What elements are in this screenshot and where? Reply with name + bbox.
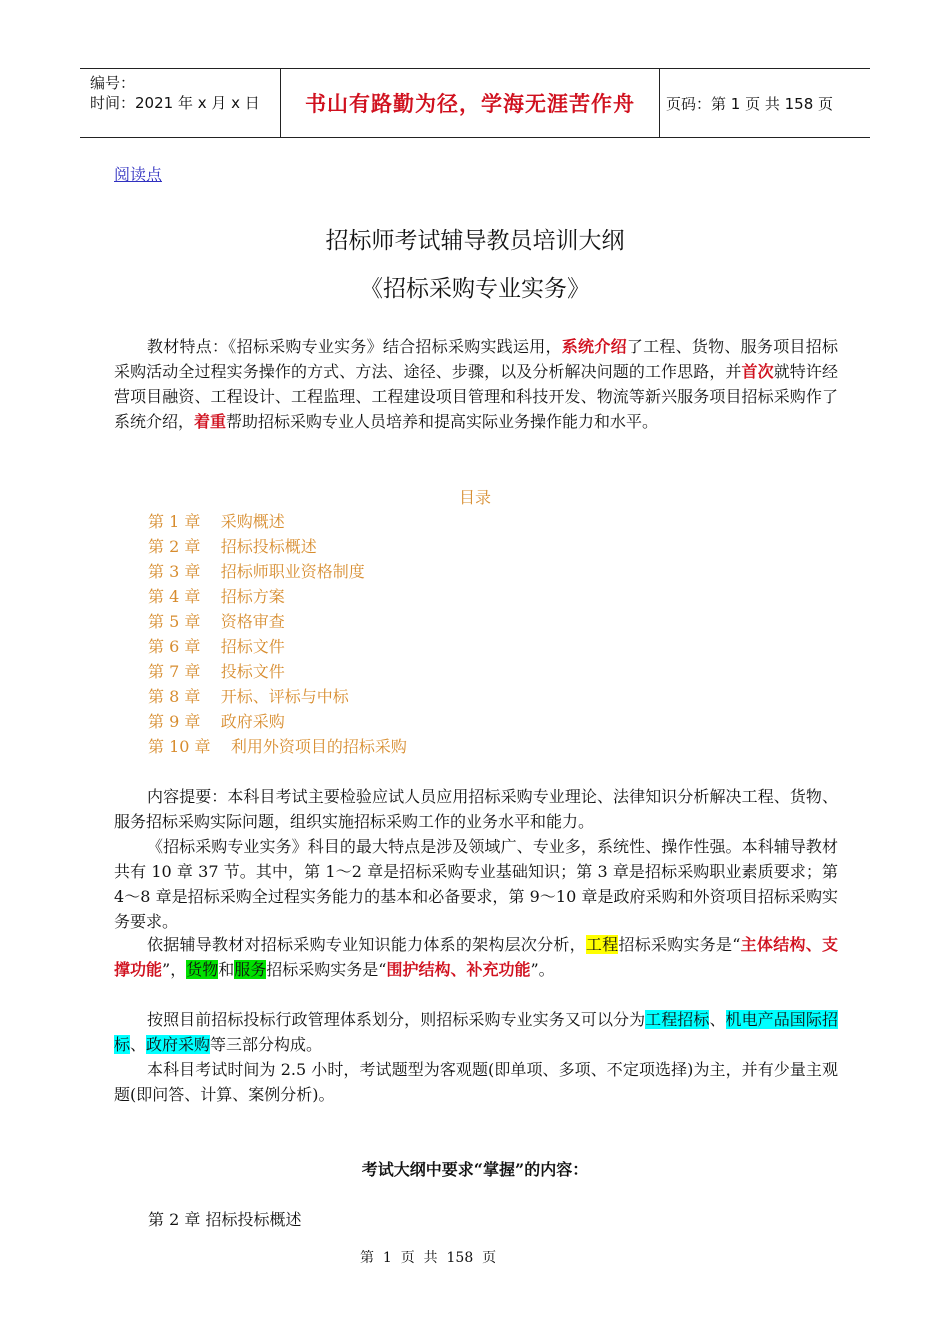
time-label: 时间：2021 年 x 月 x 日 bbox=[90, 94, 260, 112]
summary-paragraph-2: 《招标采购专业实务》科目的最大特点是涉及领域广、专业多，系统性、操作性强。本科辅导教材共有 10 章 37 节。其中，第 1～2 章是招标采购专业基础知识；第 3 章是招标采购职业素质要求；第 4～8 章是招标采购全过程实务能力的基本和必备要求，第 9～10 章是政府采购和外资项目招标采购实务要求。 bbox=[114, 837, 838, 931]
doc-subtitle: 《招标采购专业实务》 bbox=[360, 276, 590, 302]
toc-item[interactable]: 第 10 章 利用外资项目的招标采购 bbox=[148, 737, 407, 756]
toc-item[interactable]: 第 3 章 招标师职业资格制度 bbox=[148, 562, 365, 581]
page-footer bbox=[0, 1247, 950, 1267]
intro-paragraph: 教材特点：《招标采购专业实务》结合招标采购实践运用，系统介绍了工程、货物、服务项目招标采购活动全过程实务操作的方式、方法、途径、步骤，以及分析解决问题的工作思路，并首次就特许经营项目融资、工程设计、工程监理、工程建设项目管理和科技开发、物流等新兴服务项目招标采购作了系统介绍，着重帮助招标采购专业人员培养和提高实际业务操作能力和水平。 bbox=[114, 337, 838, 431]
summary-paragraph-4: 按照目前招标投标行政管理体系划分，则招标采购专业实务又可以分为工程招标、机电产品国际招标、政府采购等三部分构成。 bbox=[114, 1010, 838, 1054]
summary-paragraph-3: 依据辅导教材对招标采购专业知识能力体系的架构层次分析，工程招标采购实务是“主体结构、支撑功能”，货物和服务招标采购实务是“围护结构、补充功能”。 bbox=[114, 935, 838, 979]
toc-item[interactable]: 第 9 章 政府采购 bbox=[148, 712, 285, 731]
header-motto: 书山有路勤为径，学海无涯苦作舟 bbox=[280, 69, 660, 137]
toc-item[interactable]: 第 2 章 招标投标概述 bbox=[148, 537, 317, 556]
header-page-info: 页码：第 1 页 共 158 页 bbox=[666, 94, 834, 113]
toc-item[interactable]: 第 4 章 招标方案 bbox=[148, 587, 285, 606]
summary-paragraph-1: 内容提要：本科目考试主要检验应试人员应用招标采购专业理论、法律知识分析解决工程、货物、服务招标采购实际问题，组织实施招标采购工作的业务水平和能力。 bbox=[114, 787, 838, 831]
toc-item[interactable]: 第 5 章 资格审查 bbox=[148, 612, 285, 631]
read-link[interactable]: 阅读点 bbox=[114, 165, 163, 184]
chapter-heading: 第 2 章 招标投标概述 bbox=[148, 1210, 302, 1229]
page-header bbox=[80, 68, 870, 138]
summary-paragraph-5: 本科目考试时间为 2.5 小时，考试题型为客观题(即单项、多项、不定项选择)为主，并有少量主观题(即问答、计算、案例分析)。 bbox=[114, 1060, 838, 1104]
doc-title: 招标师考试辅导教员培训大纲 bbox=[325, 228, 625, 254]
number-label: 编号： bbox=[90, 74, 136, 92]
toc-list bbox=[148, 509, 407, 759]
toc-title: 目录 bbox=[458, 488, 491, 507]
header-meta bbox=[80, 69, 280, 137]
toc-item[interactable]: 第 6 章 招标文件 bbox=[148, 637, 285, 656]
toc-item[interactable]: 第 7 章 投标文件 bbox=[148, 662, 285, 681]
section-title: 考试大纲中要求“掌握”的内容： bbox=[361, 1160, 589, 1179]
toc-item[interactable]: 第 1 章 采购概述 bbox=[148, 512, 285, 531]
toc-item[interactable]: 第 8 章 开标、评标与中标 bbox=[148, 687, 349, 706]
footer-page-number: 第 1 页 共 158 页 bbox=[360, 1250, 497, 1266]
